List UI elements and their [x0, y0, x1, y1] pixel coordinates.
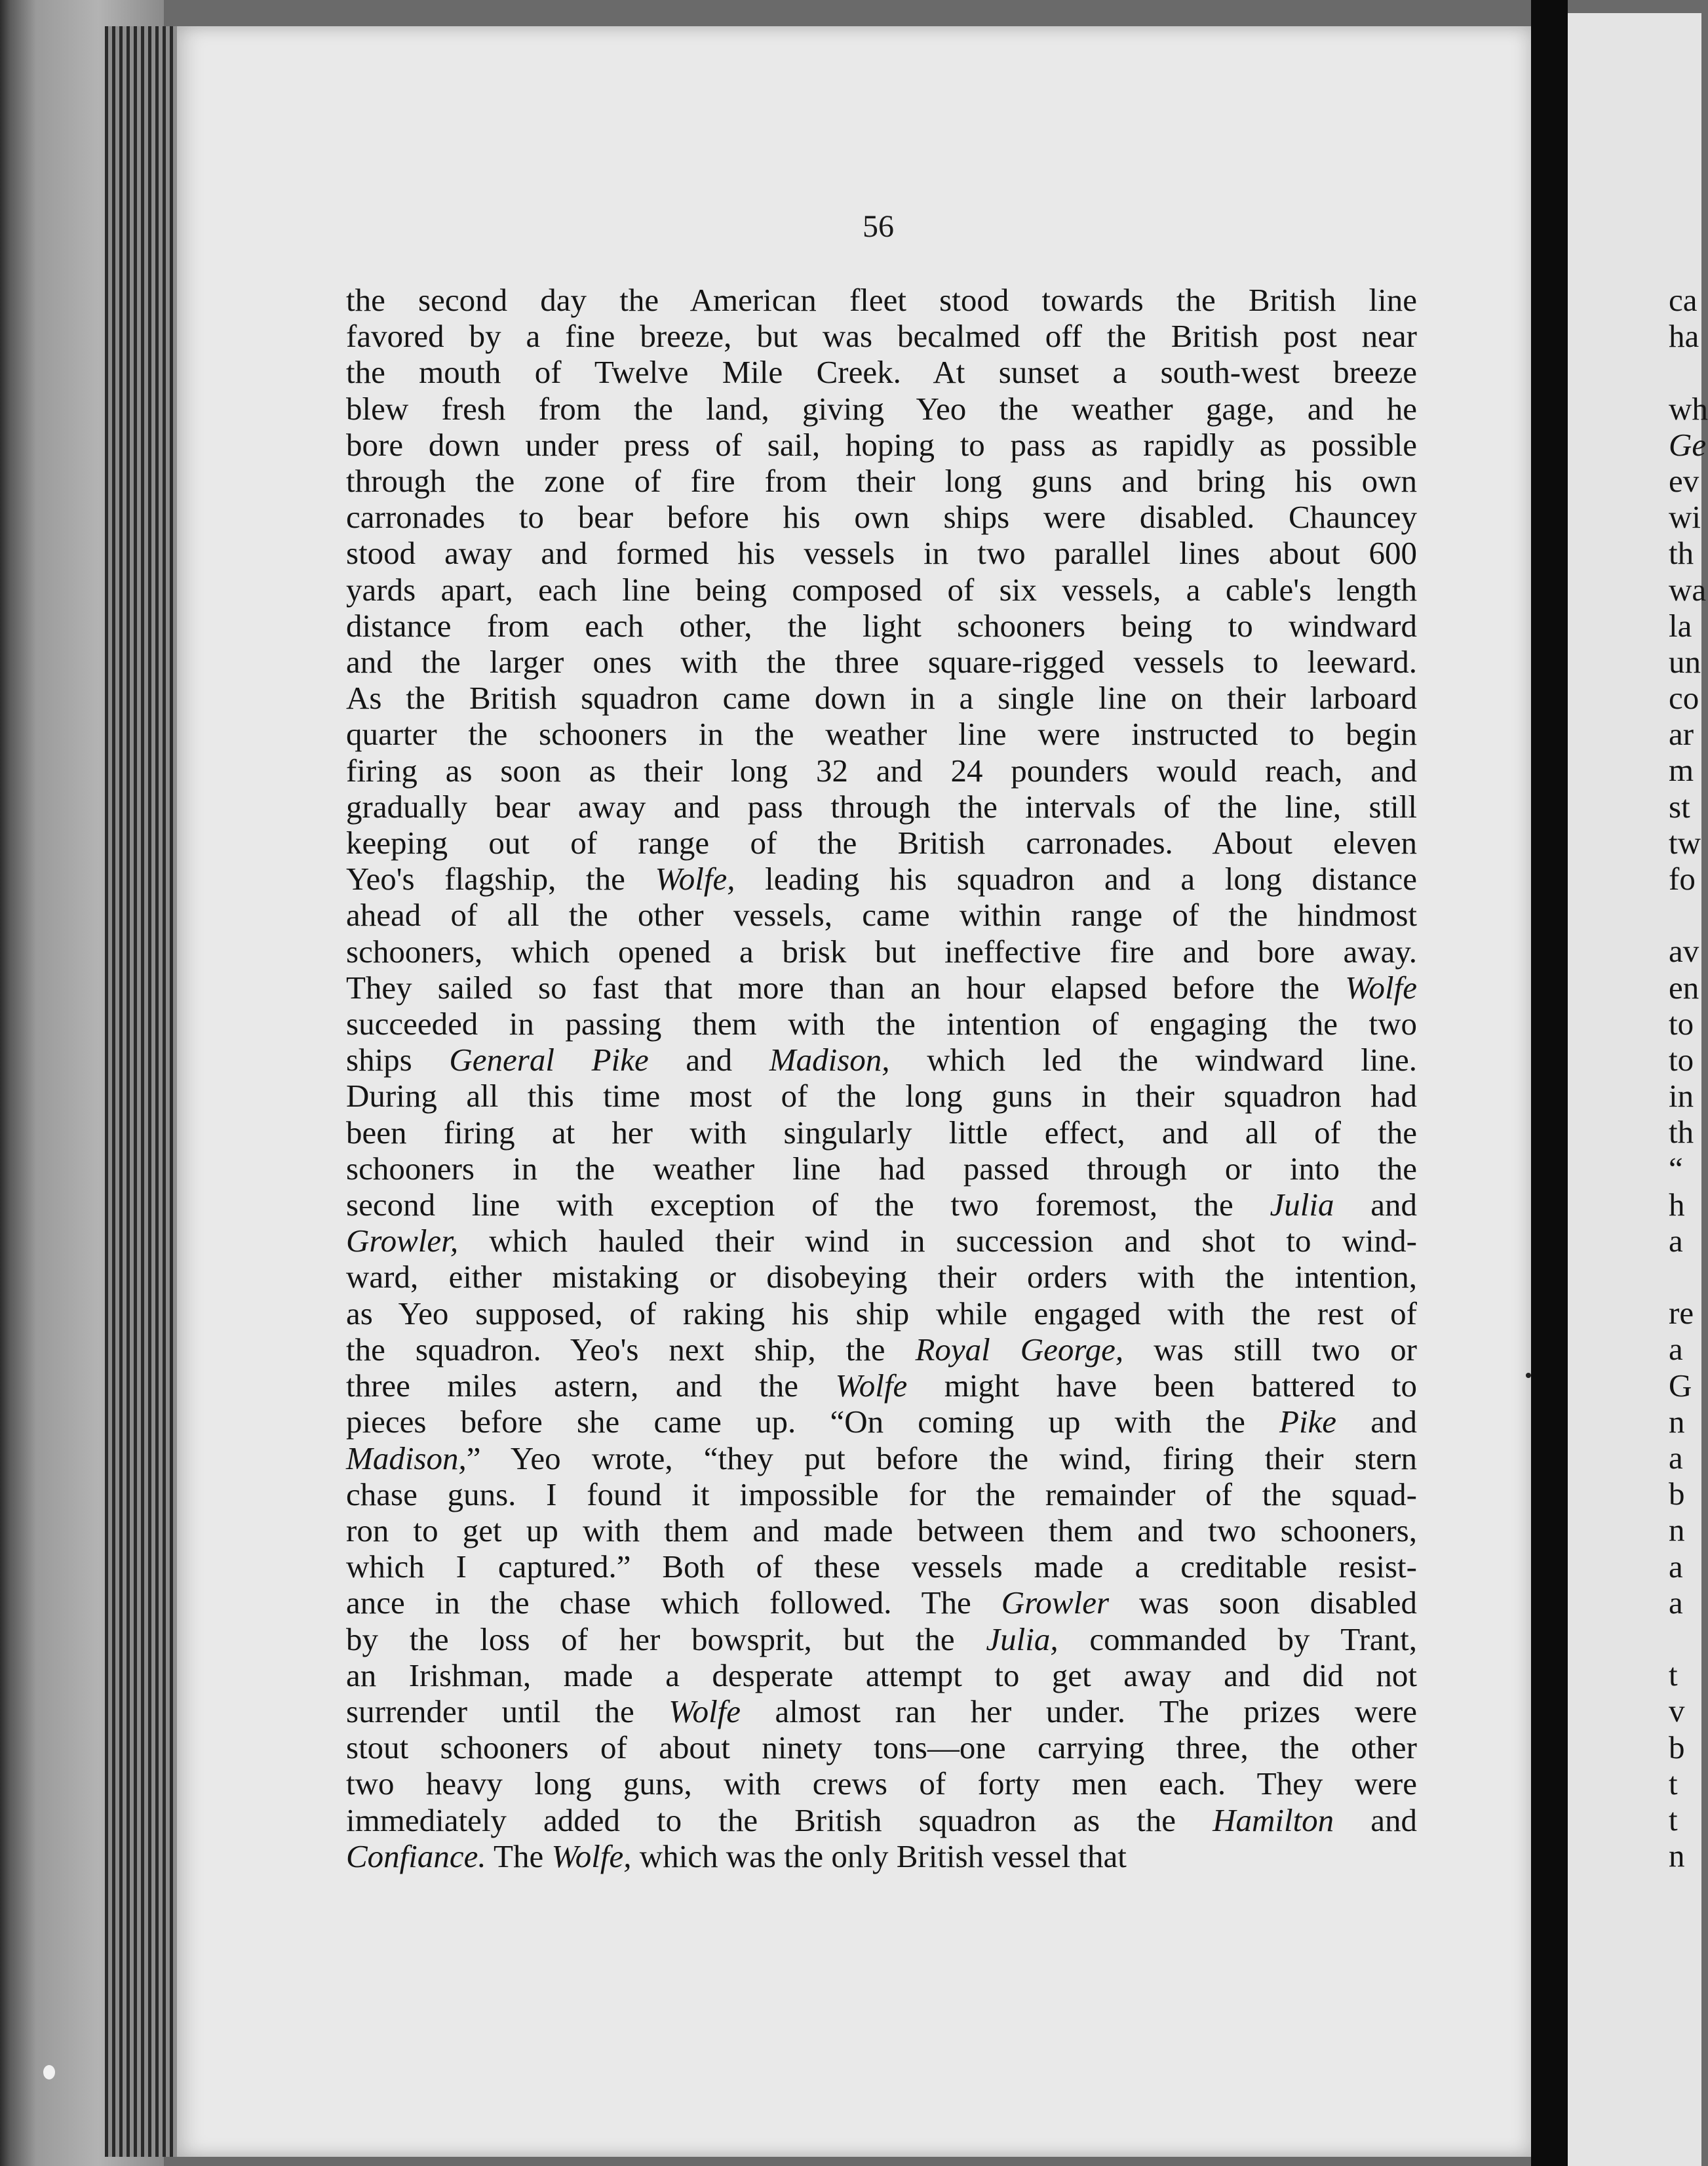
text-fragment: quarter the schooners in the weather line were instructed to begin — [346, 716, 1417, 753]
adjacent-line-fragment: b — [1669, 1476, 1685, 1512]
text-line — [346, 1187, 1417, 1223]
adjacent-line-fragment: a — [1669, 1548, 1683, 1585]
adjacent-line-fragment: th — [1669, 535, 1694, 572]
text-line — [346, 1440, 1417, 1476]
adjacent-line-fragment: m — [1669, 752, 1694, 789]
text-line — [346, 897, 1417, 933]
text-line — [346, 1114, 1417, 1151]
adjacent-line-fragment: n — [1669, 1512, 1685, 1548]
text-fragment: and — [1334, 1802, 1417, 1838]
italic-text-fragment: Julia, — [986, 1621, 1058, 1657]
text-line — [346, 1476, 1417, 1512]
text-line — [346, 1078, 1417, 1114]
adjacent-line-fragment: Ge — [1669, 426, 1707, 463]
adjacent-line-fragment: v — [1669, 1693, 1685, 1729]
adjacent-line-fragment: wa — [1669, 571, 1707, 608]
adjacent-line-fragment: a — [1669, 1331, 1683, 1368]
text-line — [346, 1331, 1417, 1368]
italic-text-fragment: Wolfe — [1345, 969, 1417, 1006]
text-line — [346, 499, 1417, 535]
text-fragment: ance in the chase which followed. The — [346, 1585, 1001, 1621]
text-fragment: ahead of all the other vessels, came within range of the hindmost — [346, 897, 1417, 934]
text-fragment: which led the windward line. — [889, 1042, 1417, 1078]
adjacent-line-fragment: fo — [1669, 861, 1696, 897]
text-fragment: immediately added to the British squadron as the — [346, 1802, 1213, 1838]
italic-text-fragment: Wolfe — [669, 1693, 741, 1729]
body-text — [346, 282, 1417, 1874]
adjacent-line-fragment: G — [1669, 1367, 1692, 1404]
text-fragment: gradually bear away and pass through the intervals of the line, still — [346, 788, 1417, 825]
text-fragment: and — [1334, 1187, 1417, 1223]
page-number: 56 — [863, 209, 894, 244]
adjacent-line-fragment: ev — [1669, 462, 1699, 499]
italic-text-fragment: Julia — [1270, 1187, 1334, 1223]
dust-speck — [1526, 1373, 1531, 1378]
italic-text-fragment: Royal George, — [915, 1331, 1124, 1368]
text-fragment: keeping out of range of the British carronades. About eleven — [346, 825, 1417, 861]
text-line — [346, 1295, 1417, 1331]
adjacent-page-text — [1669, 282, 1708, 1874]
text-fragment: distance from each other, the light schooners being to windward — [346, 607, 1417, 644]
adjacent-line-fragment: n — [1669, 1403, 1685, 1440]
text-fragment: was soon disabled — [1109, 1585, 1417, 1621]
text-line — [346, 970, 1417, 1006]
text-line — [346, 1006, 1417, 1042]
text-fragment: The — [486, 1838, 552, 1874]
text-fragment: ships — [346, 1042, 450, 1078]
text-line — [346, 463, 1417, 499]
text-fragment: three miles astern, and the — [346, 1368, 836, 1404]
text-fragment: leading his squadron and a long distance — [735, 861, 1417, 897]
text-line — [346, 753, 1417, 789]
adjacent-line-fragment — [1669, 354, 1708, 390]
text-fragment: blew fresh from the land, giving Yeo the weather gage, and he — [346, 390, 1417, 427]
text-fragment: which hauled their wind in succession and shot to wind- — [458, 1223, 1417, 1259]
adjacent-line-fragment: t — [1669, 1765, 1678, 1802]
adjacent-line-fragment: h — [1669, 1186, 1685, 1223]
text-fragment: and — [1336, 1404, 1418, 1440]
text-fragment: the mouth of Twelve Mile Creek. At sunset a south-west breeze — [346, 354, 1417, 391]
text-fragment: chase guns. I found it impossible for the remainder of the squad- — [346, 1476, 1417, 1512]
italic-text-fragment: Wolfe — [835, 1368, 908, 1404]
text-line — [346, 1151, 1417, 1187]
text-fragment: During all this time most of the long guns in their squadron had — [346, 1078, 1417, 1114]
adjacent-line-fragment: in — [1669, 1078, 1694, 1114]
text-fragment: ron to get up with them and made between them and two schooners, — [346, 1512, 1417, 1548]
italic-text-fragment: Growler, — [346, 1223, 459, 1259]
adjacent-line-fragment: ha — [1669, 318, 1699, 355]
dust-speck — [43, 2065, 55, 2079]
text-line — [346, 1621, 1417, 1657]
adjacent-line-fragment: to — [1669, 1041, 1694, 1078]
italic-text-fragment: Pike — [1279, 1404, 1337, 1440]
text-line — [346, 934, 1417, 970]
adjacent-line-fragment — [1669, 1621, 1708, 1657]
adjacent-line-fragment — [1669, 1259, 1708, 1295]
text-fragment: Yeo's flagship, the — [346, 861, 655, 897]
text-line — [346, 535, 1417, 571]
adjacent-line-fragment: a — [1669, 1440, 1683, 1476]
text-fragment: As the British squadron came down in a single line on their larboard — [346, 680, 1417, 717]
adjacent-line-fragment: “ — [1669, 1150, 1683, 1187]
text-line — [346, 861, 1417, 897]
text-line — [346, 1042, 1417, 1078]
adjacent-line-fragment: wh — [1669, 390, 1708, 427]
adjacent-line-fragment: la — [1669, 607, 1692, 644]
text-fragment: through the zone of fire from their long guns and bring his own — [346, 463, 1417, 500]
italic-text-fragment: Madison, — [769, 1042, 890, 1078]
text-fragment: was still two or — [1123, 1331, 1417, 1368]
adjacent-line-fragment: co — [1669, 680, 1699, 717]
text-line — [346, 1404, 1417, 1440]
text-fragment: by the loss of her bowsprit, but the — [346, 1621, 986, 1657]
text-line — [346, 680, 1417, 716]
text-line — [346, 391, 1417, 427]
text-line — [346, 644, 1417, 680]
text-fragment: and the larger ones with the three square-rigged vessels to leeward. — [346, 644, 1417, 680]
text-fragment: the squadron. Yeo's next ship, the — [346, 1331, 916, 1368]
page-edges — [105, 26, 177, 2157]
adjacent-line-fragment: tw — [1669, 824, 1701, 861]
text-fragment: which I captured.” Both of these vessels made a creditable resist- — [346, 1548, 1417, 1585]
adjacent-line-fragment: b — [1669, 1729, 1685, 1765]
text-line — [346, 1585, 1417, 1621]
text-fragment: schooners, which opened a brisk but ineffective fire and bore away. — [346, 933, 1417, 970]
text-fragment: pieces before she came up. “On coming up with the — [346, 1404, 1280, 1440]
text-fragment: ” Yeo wrote, “they put before the wind, firing their stern — [466, 1440, 1417, 1476]
text-line — [346, 789, 1417, 825]
text-fragment: two heavy long guns, with crews of forty men each. They were — [346, 1765, 1417, 1802]
text-line — [346, 1802, 1417, 1838]
text-line — [346, 608, 1417, 644]
text-line — [346, 354, 1417, 390]
adjacent-line-fragment: ca — [1669, 282, 1698, 318]
text-line — [346, 1368, 1417, 1404]
adjacent-line-fragment: st — [1669, 788, 1690, 825]
text-line — [346, 1259, 1417, 1295]
text-fragment: stood away and formed his vessels in two parallel lines about 600 — [346, 535, 1417, 572]
text-fragment: and — [648, 1042, 769, 1078]
text-fragment: might have been battered to — [907, 1368, 1417, 1404]
text-fragment: an Irishman, made a desperate attempt to get away and did not — [346, 1657, 1417, 1693]
text-fragment: stout schooners of about ninety tons—one carrying three, the other — [346, 1729, 1417, 1766]
text-line — [346, 1223, 1417, 1259]
italic-text-fragment: General Pike — [449, 1042, 649, 1078]
text-line — [346, 318, 1417, 354]
adjacent-line-fragment: n — [1669, 1838, 1685, 1874]
text-line — [346, 1838, 1417, 1874]
text-fragment: schooners in the weather line had passed through or into the — [346, 1150, 1417, 1187]
italic-text-fragment: Growler — [1001, 1585, 1110, 1621]
text-line — [346, 1729, 1417, 1765]
adjacent-line-fragment: a — [1669, 1222, 1683, 1259]
text-fragment: surrender until the — [346, 1693, 669, 1729]
text-fragment: succeeded in passing them with the intention of engaging the two — [346, 1006, 1417, 1042]
text-fragment: which was the only British vessel that — [631, 1838, 1127, 1874]
text-fragment: firing as soon as their long 32 and 24 pounders would reach, and — [346, 752, 1417, 789]
text-line — [346, 572, 1417, 608]
adjacent-line-fragment: th — [1669, 1114, 1694, 1151]
italic-text-fragment: Hamilton — [1213, 1802, 1334, 1838]
adjacent-line-fragment: to — [1669, 1005, 1694, 1042]
text-line — [346, 825, 1417, 861]
adjacent-line-fragment: re — [1669, 1295, 1694, 1331]
adjacent-line-fragment: wi — [1669, 499, 1701, 536]
text-fragment: They sailed so fast that more than an hour elapsed before the — [346, 969, 1346, 1006]
italic-text-fragment: Madison, — [346, 1440, 467, 1476]
adjacent-line-fragment: en — [1669, 969, 1699, 1006]
text-line — [346, 1512, 1417, 1548]
italic-text-fragment: Confiance. — [346, 1838, 486, 1874]
text-fragment: almost ran her under. The prizes were — [741, 1693, 1417, 1729]
text-line — [346, 716, 1417, 752]
adjacent-line-fragment: a — [1669, 1584, 1683, 1621]
text-fragment: yards apart, each line being composed of six vessels, a cable's length — [346, 571, 1417, 608]
text-line — [346, 282, 1417, 318]
adjacent-line-fragment: t — [1669, 1801, 1678, 1838]
text-fragment: ward, either mistaking or disobeying their orders with the intention, — [346, 1259, 1417, 1295]
text-line — [346, 1657, 1417, 1693]
text-fragment: favored by a fine breeze, but was becalmed off the British post near — [346, 318, 1417, 355]
text-line — [346, 1765, 1417, 1802]
text-line — [346, 427, 1417, 463]
text-fragment: as Yeo supposed, of raking his ship while engaged with the rest of — [346, 1295, 1417, 1331]
adjacent-line-fragment: t — [1669, 1657, 1678, 1693]
italic-text-fragment: Wolfe, — [655, 861, 735, 897]
text-fragment: been firing at her with singularly little effect, and all of the — [346, 1114, 1417, 1151]
adjacent-line-fragment: av — [1669, 933, 1699, 970]
book-gutter — [1531, 0, 1568, 2166]
adjacent-line-fragment: ar — [1669, 716, 1694, 753]
text-fragment: the second day the American fleet stood towards the British line — [346, 282, 1417, 318]
adjacent-line-fragment — [1669, 897, 1708, 933]
text-fragment: commanded by Trant, — [1058, 1621, 1417, 1657]
text-fragment: bore down under press of sail, hoping to pass as rapidly as possible — [346, 426, 1417, 463]
text-line — [346, 1693, 1417, 1729]
text-fragment: carronades to bear before his own ships were disabled. Chauncey — [346, 499, 1417, 536]
adjacent-line-fragment: un — [1669, 643, 1701, 680]
italic-text-fragment: Wolfe, — [551, 1838, 632, 1874]
text-line — [346, 1548, 1417, 1585]
text-fragment: second line with exception of the two foremost, the — [346, 1187, 1270, 1223]
